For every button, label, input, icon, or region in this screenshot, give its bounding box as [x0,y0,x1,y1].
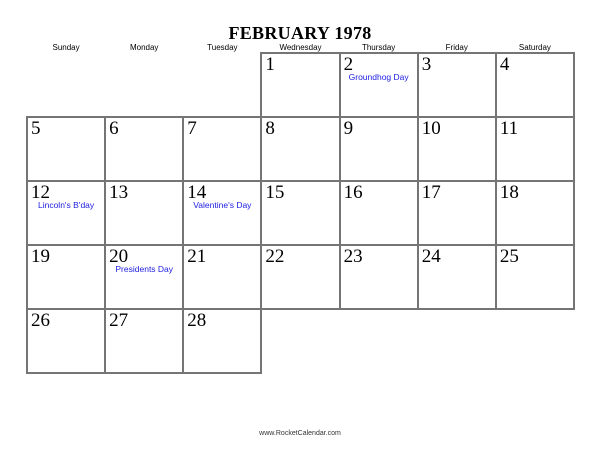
calendar-cell-24 [418,245,496,309]
day-number: 1 [265,54,275,75]
day-number: 15 [265,182,285,203]
calendar-cell-26 [27,309,105,373]
calendar-cell-15 [261,181,339,245]
holiday-label: Valentine's Day [193,200,252,210]
calendar-cell-3 [418,53,496,117]
calendar-cell-4 [496,53,574,117]
day-number: 13 [109,182,129,203]
holiday-label: Groundhog Day [348,72,409,82]
calendar-cell-27 [105,309,183,373]
calendar-cell-22 [261,245,339,309]
day-number: 12 [31,182,50,203]
day-number: 20 [109,246,129,267]
footer-url: www.RocketCalendar.com [259,430,341,437]
day-number: 21 [187,246,207,267]
calendar-cell-5 [27,117,105,181]
calendar-cell-7 [183,117,261,181]
calendar-cell-1 [261,53,339,117]
day-number: 9 [343,118,354,139]
day-number: 8 [265,118,275,139]
calendar-cell-25 [496,245,574,309]
weekday-label-monday: Monday [129,43,159,52]
day-number: 2 [343,54,354,75]
day-number: 7 [187,118,197,139]
calendar-cell-9 [340,117,418,181]
weekday-label-wednesday: Wednesday [279,43,322,52]
holiday-label: Presidents Day [115,264,174,274]
weekday-label-tuesday: Tuesday [207,43,238,52]
weekday-label-sunday: Sunday [52,43,80,52]
calendar-cell-13 [105,181,183,245]
calendar-cell-18 [496,181,574,245]
empty-cell [261,309,339,373]
day-number: 16 [343,182,363,203]
calendar-cell-19 [27,245,105,309]
day-number: 24 [421,246,441,267]
day-number: 26 [31,310,50,331]
weekday-header-row [27,43,574,52]
day-number: 4 [499,54,510,75]
holiday-label: Lincoln's B'day [37,200,95,210]
weekday-label-saturday: Saturday [518,43,551,52]
day-number: 17 [421,182,441,203]
calendar-cell-14 [183,181,261,245]
empty-cell [183,53,261,117]
day-number: 23 [343,246,363,267]
day-number: 10 [421,118,441,139]
empty-cell [418,309,496,373]
calendar-cell-21 [183,245,261,309]
day-number: 3 [421,54,432,75]
calendar-title: FEBRUARY 1978 [228,23,372,43]
calendar-cell-2 [340,53,418,117]
day-number: 22 [265,246,285,267]
calendar-cell-6 [105,117,183,181]
day-number: 5 [31,118,41,139]
empty-cell [340,309,418,373]
day-number: 25 [499,246,519,267]
calendar-cell-23 [340,245,418,309]
calendar-cell-8 [261,117,339,181]
empty-cell [27,53,105,117]
calendar-cell-10 [418,117,496,181]
weekday-label-thursday: Thursday [361,43,396,52]
weekday-label-friday: Friday [445,43,468,52]
day-number: 14 [187,182,207,203]
calendar-cell-11 [496,117,574,181]
day-number: 27 [109,310,129,331]
calendar-cell-17 [418,181,496,245]
day-number: 28 [187,310,207,331]
empty-cell [496,309,574,373]
day-number: 19 [31,246,50,267]
calendar-cell-16 [340,181,418,245]
calendar-cell-28 [183,309,261,373]
day-number: 11 [499,118,519,139]
calendar-grid [27,53,574,373]
empty-cell [105,53,183,117]
calendar-cell-20 [105,245,183,309]
day-number: 18 [499,182,519,203]
day-number: 6 [109,118,119,139]
calendar-cell-12 [27,181,105,245]
